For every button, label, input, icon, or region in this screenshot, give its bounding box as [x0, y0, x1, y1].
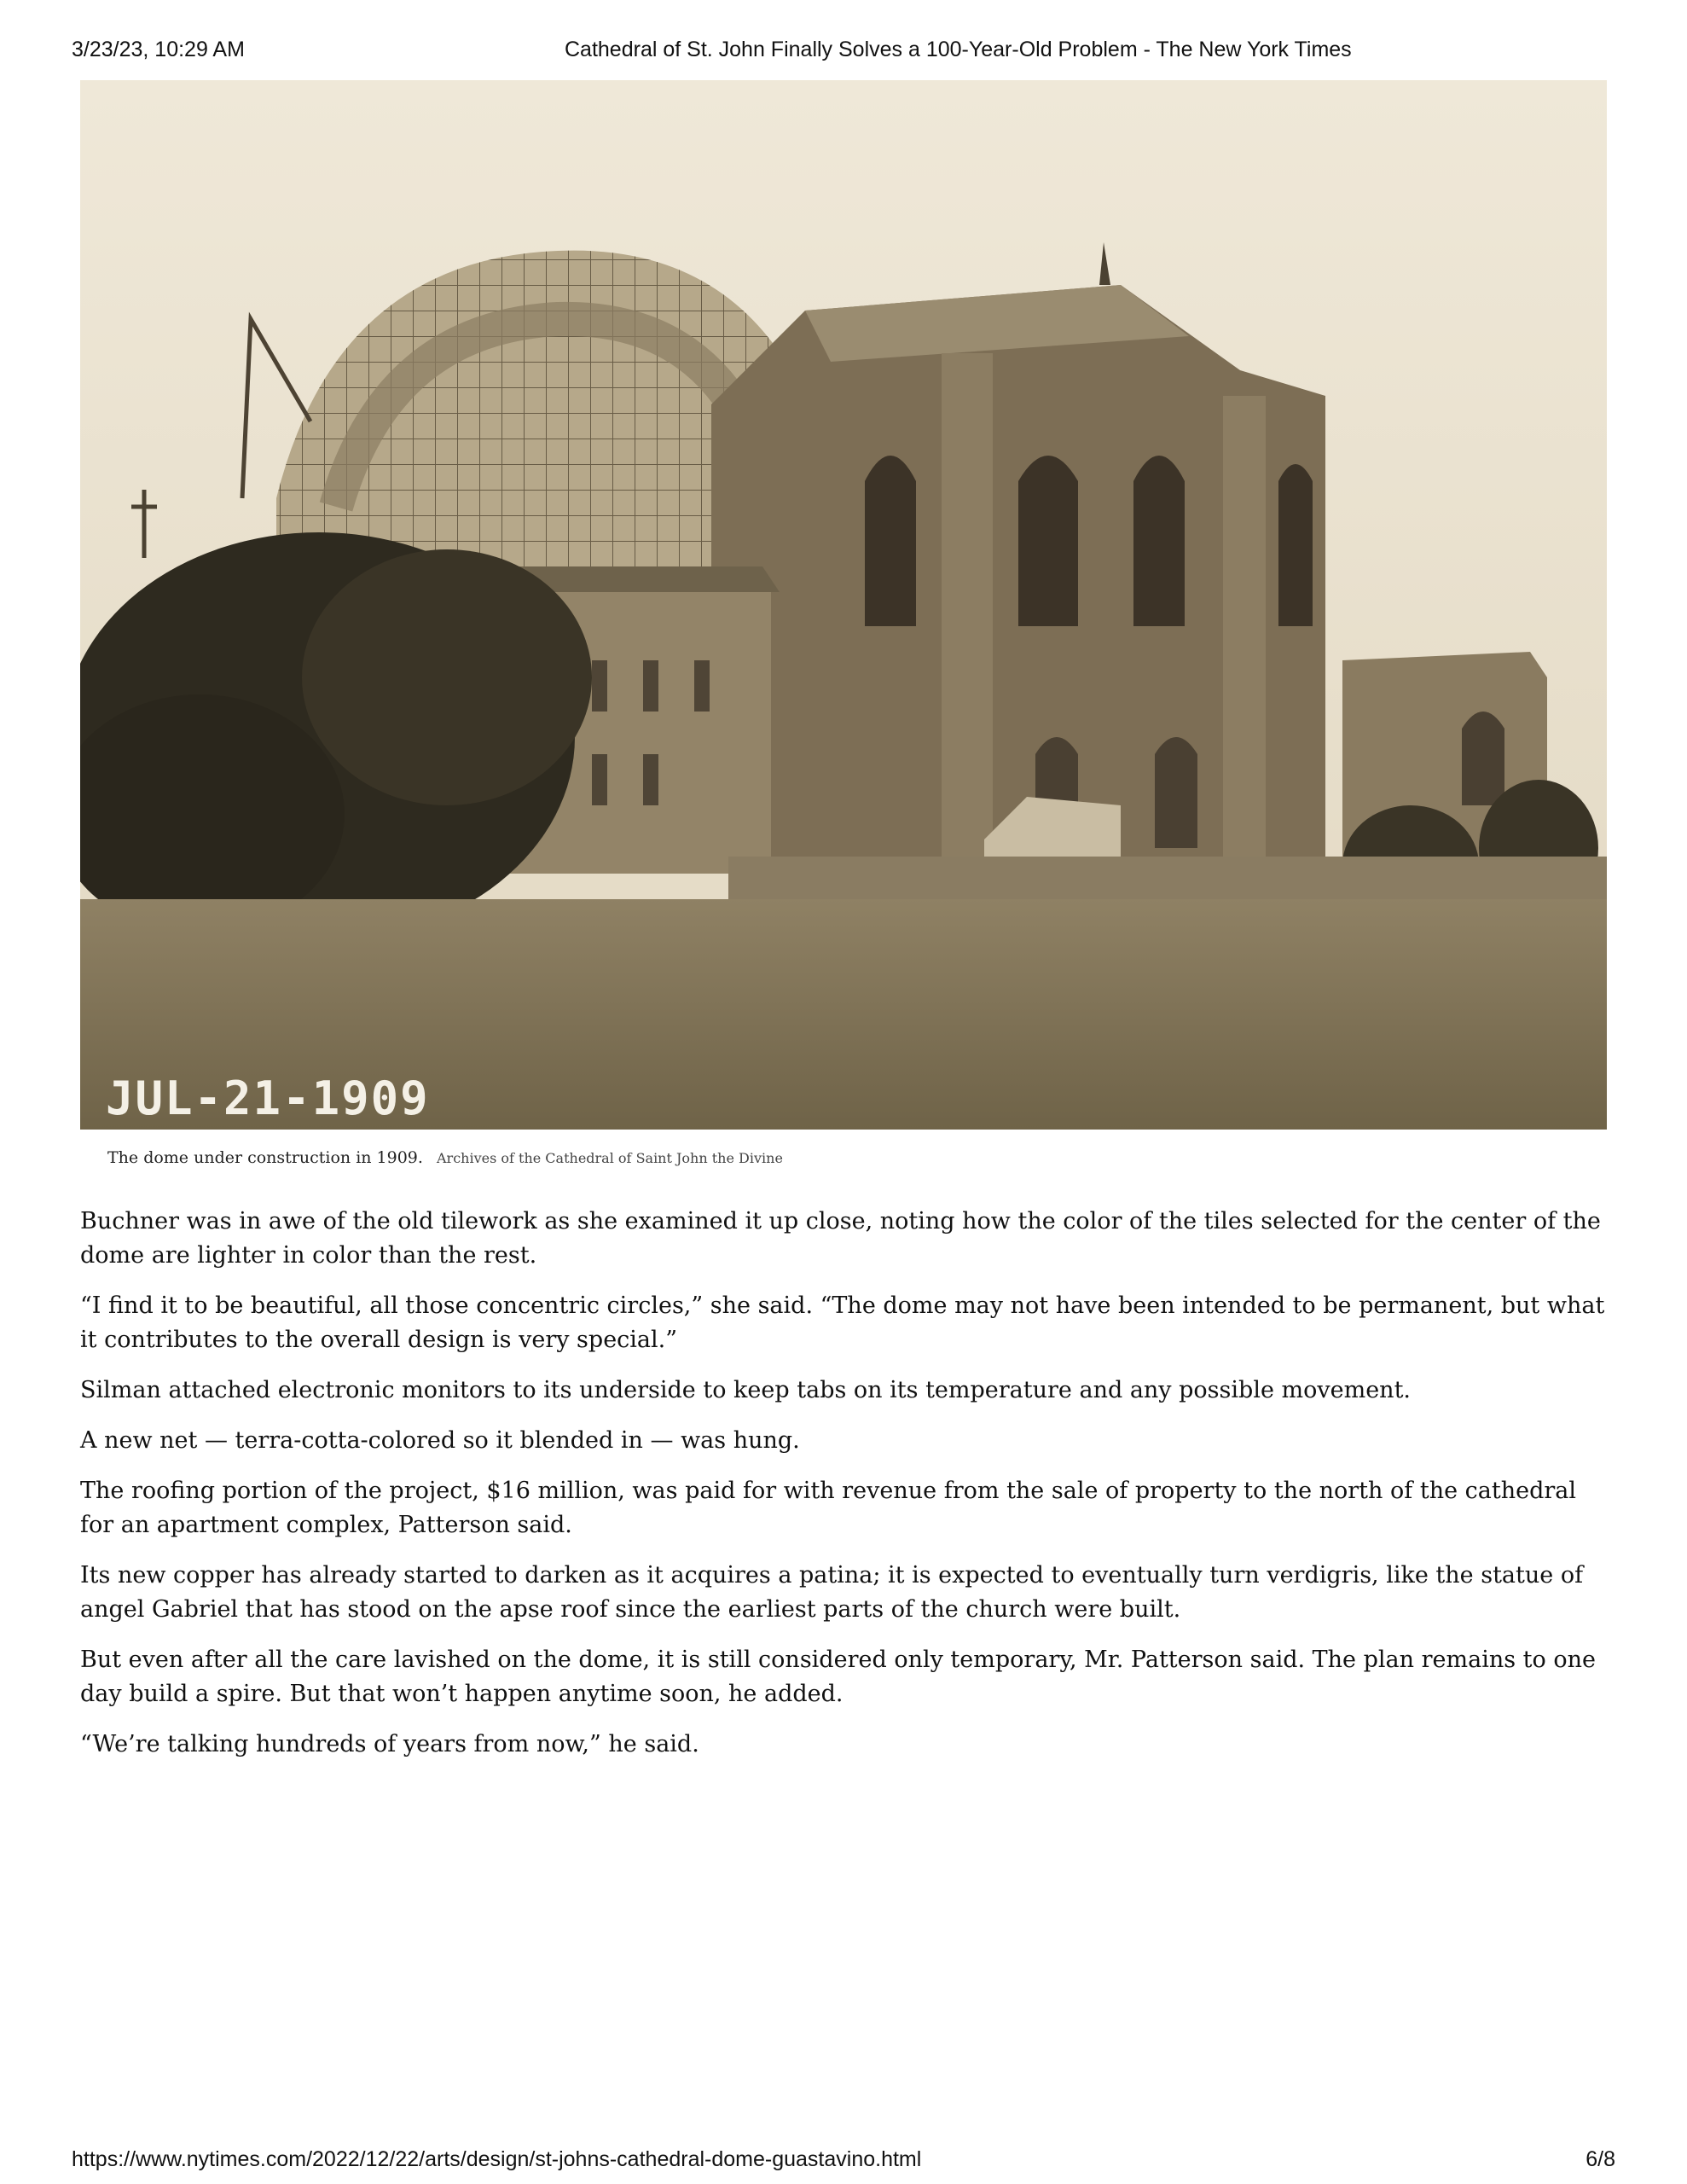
paragraph: The roofing portion of the project, $16 million, was paid for with revenue from the sale of property to the north of the cathedral for an apartment complex, Patterson said.: [80, 1478, 1576, 1538]
caption-text: The dome under construction in 1909.: [107, 1148, 423, 1167]
print-date: 3/23/23, 10:29 AM: [72, 38, 245, 61]
figure-caption: [107, 1148, 1557, 1167]
paragraph: “I find it to be beautiful, all those concentric circles,” she said. “The dome may not have been intended to be permanent, but what it contributes to the overall design is very special.”: [80, 1292, 1605, 1353]
paragraph: “We’re talking hundreds of years from now,” he said.: [80, 1731, 699, 1757]
paragraph: Buchner was in awe of the old tilework as she examined it up close, noting how the color of the tiles selected for the center of the dome are lighter in color than the rest.: [80, 1208, 1601, 1269]
sepia-photo-illustration: [80, 80, 1607, 1130]
paragraph: But even after all the care lavished on the dome, it is still considered only temporary, Mr. Patterson said. The plan remains to one day build a spire. But that won’t happen anytime soon, he added.: [80, 1647, 1596, 1707]
photo-date-stamp: JUL-21-1909: [106, 1072, 430, 1125]
page-url: https://www.nytimes.com/2022/12/22/arts/design/st-johns-cathedral-dome-guastavino.html: [72, 2147, 922, 2171]
photo-credit: Archives of the Cathedral of Saint John the Divine: [436, 1150, 783, 1166]
print-header: [72, 38, 1615, 68]
print-footer: [72, 2147, 1615, 2175]
document-title: Cathedral of St. John Finally Solves a 100-Year-Old Problem - The New York Times: [565, 38, 1352, 61]
article-body: [80, 1205, 1607, 1778]
paragraph: Silman attached electronic monitors to its underside to keep tabs on its temperature and any possible movement.: [80, 1377, 1412, 1403]
page-number: 6/8: [1586, 2147, 1615, 2171]
paragraph: A new net — terra-cotta-colored so it blended in — was hung.: [80, 1427, 800, 1454]
cathedral-dome-photo: [80, 80, 1607, 1130]
paragraph: Its new copper has already started to darken as it acquires a patina; it is expected to eventually turn verdigris, like the statue of angel Gabriel that has stood on the apse roof since the earliest parts of the church were built.: [80, 1562, 1584, 1623]
